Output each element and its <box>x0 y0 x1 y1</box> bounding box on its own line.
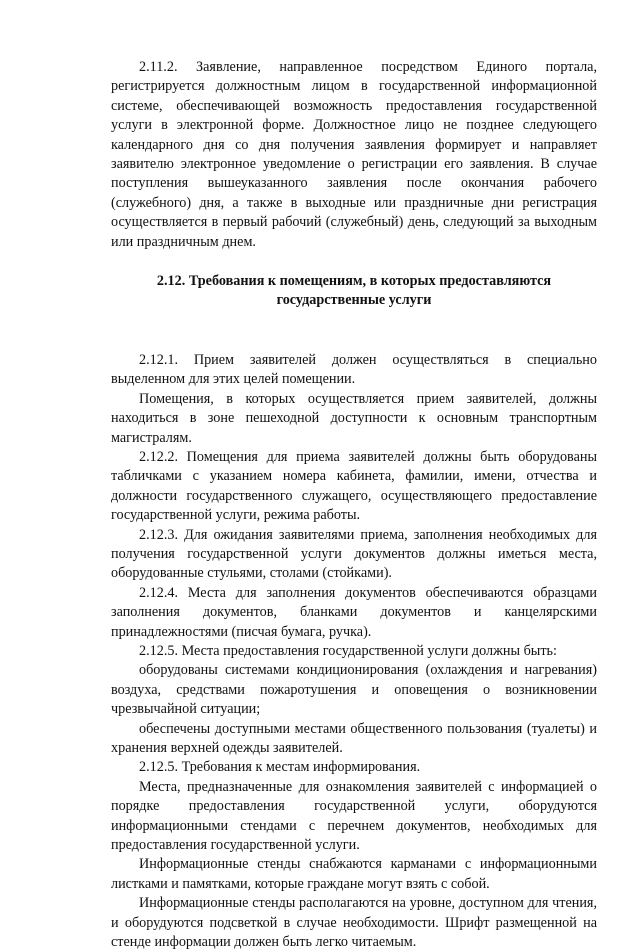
section-heading-2-12 <box>111 272 597 311</box>
paragraph-2-11-2: 2.11.2. Заявление, направленное посредством Единого портала, регистрируется должностным лицом в государственной информационной системе, обеспечивающей возможность предоставления государственной услуги в электронной форме. Должностное лицо не позднее следующего календарного дня со дня получения заявления формирует и направляет заявителю электронное уведомление о регистрации его заявления. В случае поступления вышеуказанного заявления после окончания рабочего (служебного) дня, а также в выходные или праздничные дни регистрация осуществляется в первый рабочий (служебный) день, следующий за выходным или праздничным днем. <box>111 59 597 250</box>
paragraph-info-stands-pockets: Информационные стенды снабжаются карманами с информационными листками и памятками, которые граждане могут взять с собой. <box>111 856 597 892</box>
section-heading-line-1: 2.12. Требования к помещениям, в которых предоставляются <box>156 273 552 290</box>
paragraph-equipment-facilities: обеспечены доступными местами общественного пользования (туалеты) и хранения верхней одежды заявителей. <box>111 720 597 756</box>
paragraph-2-12-4: 2.12.4. Места для заполнения документов обеспечиваются образцами заполнения документов, бланками документов и канцелярскими принадлежностями (писчая бумага, ручка). <box>111 584 597 640</box>
paragraph-info-stands-level: Информационные стенды располагаются на уровне, доступном для чтения, и оборудуются подсветкой в случае необходимости. Шрифт размещенной на стенде информации должен быть легко читаемым. <box>111 895 597 951</box>
paragraph-2-12-2: 2.12.2. Помещения для приема заявителей должны быть оборудованы табличками с указанием номера кабинета, фамилии, имени, отчества и должности государственного служащего, осуществляющего предоставление государственной услуги, режима работы. <box>111 448 597 524</box>
section-heading-line-2: государственные услуги <box>276 292 432 309</box>
paragraph-2-12-3: 2.12.3. Для ожидания заявителями приема, заполнения необходимых для получения государственной услуги документов должны иметься места, оборудованные стульями, столами (стойками). <box>111 526 597 582</box>
paragraph-info-stands: Места, предназначенные для ознакомления заявителей с информацией о порядке предоставления государственной услуги, оборудуются информационными стендами с перечнем документов, необходимых для предоставления государственной услуги. <box>111 778 597 854</box>
paragraph-premises-location: Помещения, в которых осуществляется прием заявителей, должны находиться в зоне пешеходной доступности к основным транспортным магистралям. <box>111 390 597 446</box>
paragraph-2-12-5: 2.12.5. Места предоставления государственной услуги должны быть: <box>139 642 557 659</box>
paragraph-equipment-ventilation: оборудованы системами кондиционирования (охлаждения и нагревания) воздуха, средствами пожаротушения и оповещения о возникновении чрезвычайной ситуации; <box>111 662 597 718</box>
paragraph-2-12-5-info-places: 2.12.5. Требования к местам информирования. <box>139 759 421 776</box>
paragraph-2-12-1: 2.12.1. Прием заявителей должен осуществляться в специально выделенном для этих целей помещении. <box>111 351 597 388</box>
section-2-12-body <box>111 351 597 952</box>
document-body <box>111 58 597 952</box>
